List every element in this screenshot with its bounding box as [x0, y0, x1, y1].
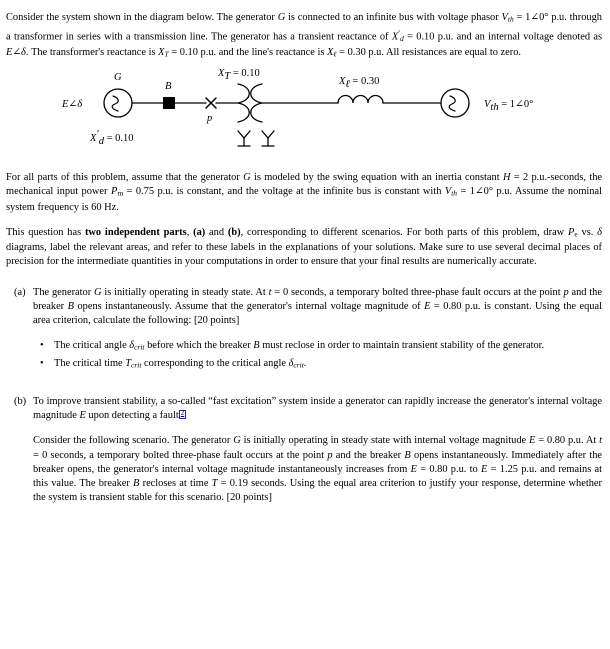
- bullet1-symbol-delta: δ: [288, 357, 294, 369]
- top-spacer: [0, 0, 610, 11]
- part-a-text-3: = 0 seconds, a temporary bolted three-phase fault occurs at the point: [271, 286, 564, 298]
- infinite-bus-wave-glyph: [449, 96, 455, 111]
- instructions-text-5: vs.: [577, 226, 598, 238]
- bullet-marker: •: [40, 357, 44, 369]
- intro-text-6: = 0.10 p.u. and the line's reactance is: [168, 46, 328, 58]
- one-line-circuit-diagram: [0, 62, 610, 160]
- fault-point-cross: [206, 98, 216, 108]
- assumptions-text-5: = 1∠0° p.u. Assume the nominal system frequency is 60 Hz.: [6, 185, 602, 213]
- breaker-square: [163, 97, 175, 109]
- part-a-symbol-p: p: [563, 286, 569, 298]
- bullet-text-critical-angle: [54, 339, 602, 355]
- bullet-text-critical-time: [54, 357, 602, 373]
- bullet1-symbol-T: T: [125, 357, 132, 369]
- instructions-text-1: This question has: [6, 226, 85, 238]
- part-a-symbol-G: G: [94, 286, 102, 298]
- part-b-intro-text-2: upon detecting a fault: [85, 410, 179, 422]
- assumptions-symbol-Pm: P: [110, 185, 118, 197]
- intro-text-1: Consider the system shown in the diagram below. The generator: [6, 12, 278, 23]
- generator-circle: [104, 89, 132, 117]
- intro-text-4: = 0.10 p.u. and an internal voltage denoted as: [403, 31, 602, 43]
- part-a-text-1: The generator: [33, 286, 95, 298]
- bullet1-symbol-T-sub: crit: [131, 360, 142, 370]
- part-a-symbol-E: E: [424, 300, 431, 312]
- instructions-paragraph: [0, 226, 610, 270]
- scenario-symbol-T: T: [211, 477, 218, 489]
- bullet-marker: •: [40, 339, 44, 351]
- intro-symbol-Xd-prime: ′: [398, 28, 401, 38]
- spacer-before-bullets: [0, 328, 610, 339]
- part-b-intro-text-1: To improve transient stability, a so-called “fast excitation” system inside a generator can rapidly increase the generator's internal voltage magnitude: [33, 396, 602, 422]
- instructions-symbol-Pe-sub: e: [574, 229, 578, 239]
- bullet1-symbol-delta-sub: crit: [293, 360, 304, 370]
- infinite-bus-value: = 1∠0°: [498, 98, 534, 110]
- bullet1-text-1: The critical time: [54, 357, 126, 369]
- diagram-label-fault-point: p: [207, 112, 213, 124]
- assumptions-text-4: = 0.75 p.u. is constant, and the voltage at the infinite bus is constant with: [123, 185, 445, 197]
- gen-reactance-subscript: d: [98, 135, 104, 147]
- transformer-wye-ground-right: [262, 131, 274, 146]
- transformer-left-winding: [238, 84, 249, 122]
- part-b-label: (b): [14, 396, 27, 408]
- gen-reactance-value: = 0.10: [103, 132, 134, 144]
- infinite-bus-symbol: V: [484, 98, 491, 110]
- diagram-label-source-left: E∠δ: [62, 98, 83, 110]
- scenario-symbol-E2: E: [410, 463, 417, 475]
- transformer-value: = 0.10: [230, 67, 260, 79]
- spacer-after-diagram: [0, 160, 610, 171]
- transformer-wye-ground-left: [238, 131, 250, 146]
- scenario-symbol-E3: E: [481, 463, 488, 475]
- intro-symbol-G: G: [277, 12, 286, 23]
- line-reactance-value: = 0.30: [349, 75, 380, 87]
- gen-reactance-symbol: X: [90, 132, 97, 144]
- intro-symbol-XT-sub: T: [164, 49, 169, 59]
- scenario-symbol-G: G: [233, 435, 241, 447]
- diagram-label-infinite-bus: [484, 99, 533, 113]
- part-b-intro-body: [33, 395, 602, 423]
- bullet1-text-3: .: [303, 357, 307, 369]
- footnote-link-2[interactable]: 2: [180, 410, 185, 418]
- gen-reactance-prime: ′: [96, 128, 99, 140]
- intro-text-3: = 1∠0° p.u. through a transformer in series with a transmission line. The generator has a transient reactance of: [6, 12, 602, 43]
- list-item: [40, 339, 602, 355]
- part-b-item: [0, 395, 610, 423]
- spacer-before-scenario: [0, 423, 610, 434]
- intro-symbol-Edelta: E∠δ: [6, 46, 26, 58]
- intro-text-5: . The transformer's reactance is: [25, 46, 159, 58]
- part-a-text-6: = 0.80 p.u. is constant. Using the equal area criterion, calculate the following: [20 points]: [33, 300, 602, 326]
- scenario-text-7: = 0.80 p.u. to: [416, 463, 482, 475]
- line-reactance-subscript: ℓ: [345, 78, 350, 90]
- scenario-text-4: = 0 seconds, a temporary bolted three-phase fault occurs at the point: [33, 449, 328, 461]
- part-a-bullet-list: [0, 339, 610, 372]
- diagram-label-generator: G: [114, 71, 122, 83]
- intro-symbol-Vth-sub: th: [507, 14, 514, 24]
- bullet1-text-2: corresponding to the critical angle: [141, 357, 289, 369]
- intro-text-2: is connected to an infinite bus with voltage phasor: [285, 12, 502, 23]
- part-a-symbol-B: B: [67, 300, 74, 312]
- instructions-bold-two-parts: two independent parts: [84, 226, 187, 238]
- list-item: [40, 357, 602, 373]
- instructions-symbol-delta: δ: [597, 226, 602, 238]
- intro-symbol-Xd-sub: d: [400, 33, 404, 43]
- spacer-before-part-b: [0, 374, 610, 395]
- line-reactance-inductor: [338, 95, 383, 103]
- instructions-bold-b: (b): [227, 226, 241, 238]
- scenario-text-5: and the breaker: [332, 449, 405, 461]
- scenario-text-3: = 0.80 p.u. At: [535, 435, 600, 447]
- scenario-text-6: opens instantaneously. Immediately after the breaker opens, the generator's internal voltage magnitude instantaneously increases from: [33, 449, 603, 475]
- scenario-text-9: recloses at time: [139, 477, 212, 489]
- part-b-scenario-paragraph: [0, 434, 610, 504]
- assumptions-text-3: = 2 p.u.-seconds, the mechanical input power: [6, 171, 603, 197]
- instructions-bold-a: (a): [193, 226, 206, 238]
- part-a-symbol-t: t: [268, 286, 272, 298]
- diagram-label-line-reactance: [338, 76, 379, 90]
- bullet0-symbol-delta-sub: crit: [134, 342, 145, 352]
- transformer-subscript: T: [224, 70, 231, 82]
- scenario-symbol-B2: B: [133, 477, 140, 489]
- intro-paragraph: [0, 11, 610, 62]
- intro-symbol-Vth: V: [501, 12, 508, 23]
- intro-symbol-Xl-sub: ℓ: [333, 49, 337, 59]
- scenario-text-10: = 0.19 seconds. Using the equal area criterion to justify your response, determine whether the system is transient stable for this scenario. [20 points]: [33, 477, 602, 503]
- scenario-text-1: Consider the following scenario. The generator: [33, 435, 234, 447]
- intro-symbol-Xd: X: [391, 31, 399, 43]
- spacer-before-part-a: [0, 270, 610, 286]
- part-a-text-5: opens instantaneously. Assume that the generator's internal voltage magnitude of: [73, 300, 425, 312]
- instructions-text-6: diagrams, label the relevant areas, and refer to these labels in the explanations of your solutions. Make sure to use several decimal places of precision for the intermediate quantities in your computations in order to ensure that your final results are numerically accurate.: [6, 242, 602, 268]
- instructions-text-3: and: [205, 226, 228, 238]
- assumptions-paragraph: [0, 171, 610, 215]
- part-a-label: (a): [14, 286, 26, 298]
- diagram-label-breaker: B: [165, 80, 172, 92]
- assumptions-symbol-G: G: [243, 171, 251, 183]
- part-a-item: [0, 286, 610, 328]
- part-a-body: [33, 286, 602, 328]
- assumptions-text-2: is modeled by the swing equation with an inertia constant: [250, 171, 503, 183]
- scenario-symbol-t: t: [599, 435, 602, 447]
- scenario-symbol-E1: E: [529, 435, 536, 447]
- intro-symbol-XT: X: [158, 46, 165, 58]
- infinite-bus-subscript: th: [490, 101, 499, 113]
- instructions-text-4: , corresponding to different scenarios. For both parts of this problem, draw: [240, 226, 568, 238]
- assumptions-text-1: For all parts of this problem, assume that the generator: [6, 171, 244, 183]
- scenario-symbol-B1: B: [404, 449, 411, 461]
- transformer-right-winding: [251, 84, 262, 122]
- scenario-symbol-p: p: [327, 449, 333, 461]
- assumptions-symbol-Vth-sub: th: [451, 188, 458, 198]
- instructions-symbol-Pe: P: [568, 226, 575, 238]
- bullet0-text-2: before which the breaker: [144, 339, 254, 351]
- scenario-text-2: is initially operating in steady state with internal voltage magnitude: [240, 435, 529, 447]
- bullet0-text-3: must reclose in order to maintain transient stability of the generator.: [259, 339, 545, 351]
- spacer-before-instructions: [0, 215, 610, 226]
- instructions-text-2: ,: [186, 226, 194, 238]
- assumptions-symbol-Vth: V: [444, 185, 452, 197]
- part-a-text-2: is initially operating in steady state. At: [101, 286, 269, 298]
- intro-text-7: = 0.30 p.u. All resistances are equal to zero.: [336, 46, 521, 58]
- intro-symbol-Xl: X: [327, 46, 334, 58]
- infinite-bus-circle: [441, 89, 469, 117]
- bullet0-symbol-delta: δ: [129, 339, 135, 351]
- part-a-text-4: and the breaker: [33, 286, 602, 312]
- scenario-text-8: = 1.25 p.u. and remains at this value. The breaker: [33, 463, 603, 489]
- diagram-label-gen-reactance: [89, 129, 134, 147]
- part-b-intro-symbol-E: E: [79, 410, 86, 422]
- generator-wave-glyph: [112, 96, 118, 111]
- assumptions-symbol-H: H: [502, 171, 511, 183]
- diagram-label-transformer: [217, 68, 260, 82]
- bullet0-symbol-B: B: [253, 339, 260, 351]
- transformer-symbol: X: [218, 67, 225, 79]
- assumptions-symbol-Pm-sub: m: [117, 188, 124, 198]
- bullet0-text-1: The critical angle: [54, 339, 130, 351]
- line-reactance-symbol: X: [339, 75, 346, 87]
